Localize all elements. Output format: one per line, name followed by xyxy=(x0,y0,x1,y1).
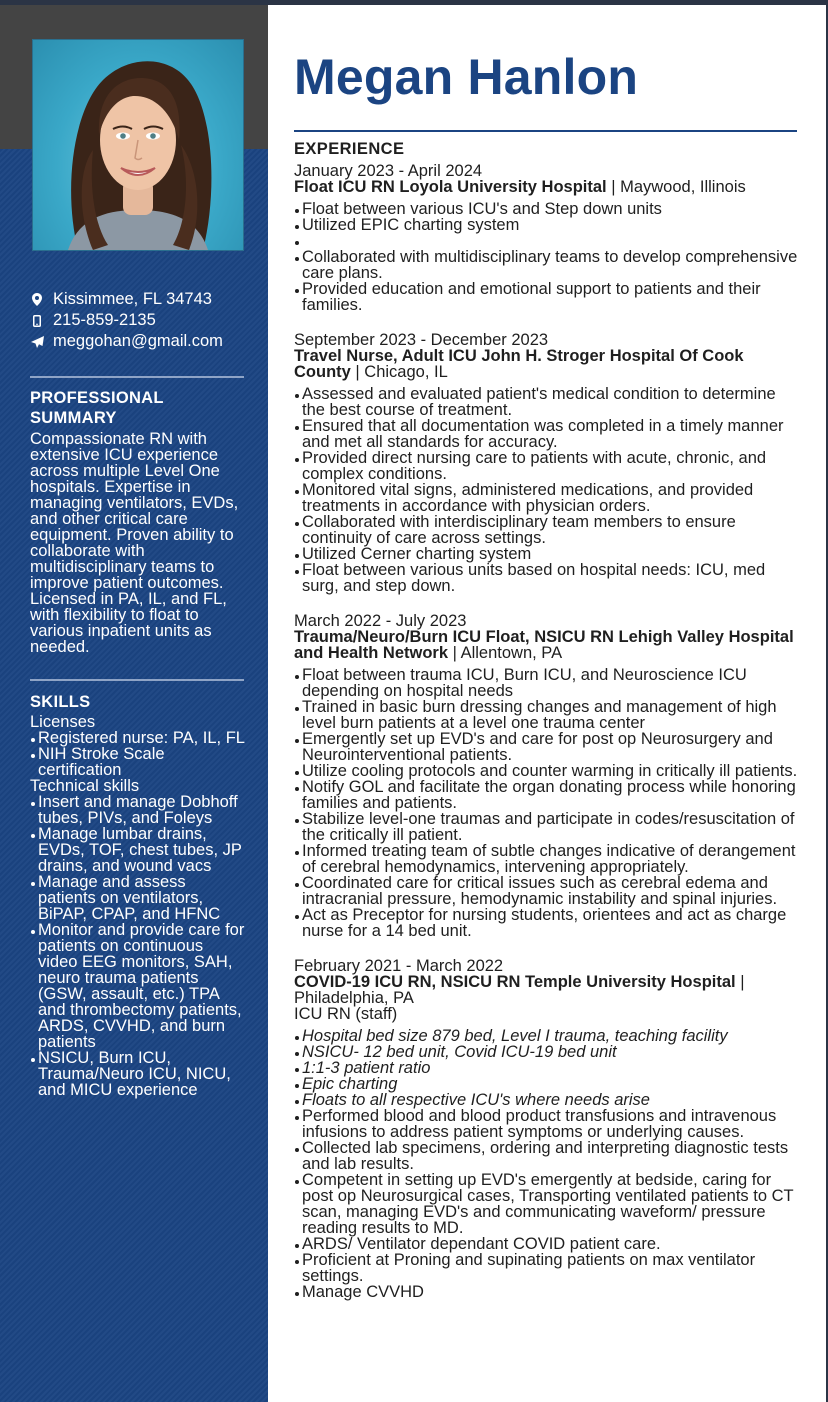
job-subtitle: ICU RN (staff) xyxy=(294,1005,398,1023)
skills-heading: SKILLS xyxy=(30,693,91,711)
experience-heading: EXPERIENCE xyxy=(294,140,405,158)
job-bullet: Performed blood and blood product transfusions and intravenous infusions to address patient symptoms or underlying causes. xyxy=(294,1108,799,1140)
job-entry xyxy=(294,958,799,1300)
job-bullet: Act as Preceptor for nursing students, orientees and act as charge nurse for a 14 bed unit. xyxy=(294,907,799,939)
job-bullet: Proficient at Proning and supinating patients on max ventilator settings. xyxy=(294,1252,799,1284)
job-bullet: Manage CVVHD xyxy=(294,1284,799,1300)
job-bullet: Trained in basic burn dressing changes and management of high level burn patients at a level one trauma center xyxy=(294,699,799,731)
job-bullet: Utilized Cerner charting system xyxy=(294,546,799,562)
summary-text: Compassionate RN with extensive ICU experience across multiple Level One hospitals. Expertise in managing ventilators, EVDs, and other critical care equipment. Proven ability to collaborate with multidisciplinary teams to improve patient outcomes. Licensed in PA, IL, and FL, with flexibility to float to various inpatient units as needed. xyxy=(30,430,239,656)
job-location: | Maywood, Illinois xyxy=(606,178,746,196)
job-bullet: Utilize cooling protocols and counter warming in critically ill patients. xyxy=(294,763,799,779)
job-bullet: Coordinated care for critical issues such as cerebral edema and intracranial pressure, hemodynamic instability and spinal injuries. xyxy=(294,875,799,907)
sidebar-divider xyxy=(30,679,244,681)
skill-item: Registered nurse: PA, IL, FL xyxy=(30,730,245,746)
job-bullet: Collaborated with interdisciplinary team members to ensure continuity of care across settings. xyxy=(294,514,799,546)
job-dates: September 2023 - December 2023 xyxy=(294,331,549,349)
job-bullet: Float between various units based on hospital needs: ICU, med surg, and step down. xyxy=(294,562,799,594)
phone-text: 215-859-2135 xyxy=(53,311,156,329)
job-bullet: Informed treating team of subtle changes indicative of derangement of cerebral hemodynamics, intervening appropriately. xyxy=(294,843,799,875)
summary-heading: PROFESSIONAL SUMMARY xyxy=(30,389,164,427)
skill-item: Insert and manage Dobhoff tubes, PIVs, and Foleys xyxy=(30,794,245,826)
job-title xyxy=(294,179,799,195)
skill-group-title: Technical skills xyxy=(30,777,140,795)
skills-section xyxy=(30,692,245,1098)
job-bullet: Hospital bed size 879 bed, Level I trauma, teaching facility xyxy=(294,1028,799,1044)
job-title xyxy=(294,974,799,1006)
job-dates: March 2022 - July 2023 xyxy=(294,612,467,630)
contact-info xyxy=(30,289,245,352)
contact-phone xyxy=(30,310,245,331)
contact-email xyxy=(30,331,245,352)
skill-item: Monitor and provide care for patients on continuous video EEG monitors, SAH, neuro trauma patients (GSW, assault, etc.) TPA and thrombectomy patients, ARDS, CVVHD, and burn patients xyxy=(30,922,245,1050)
sidebar xyxy=(0,5,268,1402)
job-role: Trauma/Neuro/Burn ICU Float, NSICU RN Lehigh Valley Hospital and Health Network xyxy=(294,628,794,662)
job-bullet: Stabilize level-one traumas and participate in codes/resuscitation of the critically ill patient. xyxy=(294,811,799,843)
job-role: Travel Nurse, Adult ICU John H. Stroger Hospital Of Cook County xyxy=(294,347,744,381)
job-bullet: Competent in setting up EVD's emergently at bedside, caring for post op Neurosurgical cases, Transporting ventilated patients to CT scan, managing EVD's and communicating waveform/ pressure reading results to MD. xyxy=(294,1172,799,1236)
job-bullet: Float between trauma ICU, Burn ICU, and Neuroscience ICU depending on hospital needs xyxy=(294,667,799,699)
job-bullet: ARDS/ Ventilator dependant COVID patient care. xyxy=(294,1236,799,1252)
job-bullet: Ensured that all documentation was completed in a timely manner and met all standards for accuracy. xyxy=(294,418,799,450)
send-plane-icon xyxy=(30,335,44,349)
job-bullet: Emergently set up EVD's and care for post op Neurosurgery and Neurointerventional patients. xyxy=(294,731,799,763)
skill-item: NSICU, Burn ICU, Trauma/Neuro ICU, NICU, and MICU experience xyxy=(30,1050,245,1098)
job-bullet: Provided education and emotional support to patients and their families. xyxy=(294,281,799,313)
job-bullet: Monitored vital signs, administered medications, and provided treatments in accordance with physician orders. xyxy=(294,482,799,514)
job-role: COVID-19 ICU RN, NSICU RN Temple University Hospital xyxy=(294,973,736,991)
skill-item: Manage and assess patients on ventilators, BiPAP, CPAP, and HFNC xyxy=(30,874,245,922)
job-title xyxy=(294,629,799,661)
job-bullet: NSICU- 12 bed unit, Covid ICU-19 bed unit xyxy=(294,1044,799,1060)
location-text: Kissimmee, FL 34743 xyxy=(53,290,212,308)
contact-location xyxy=(30,289,245,310)
job-bullet: Collected lab specimens, ordering and interpreting diagnostic tests and lab results. xyxy=(294,1140,799,1172)
job-bullet: Floats to all respective ICU's where needs arise xyxy=(294,1092,799,1108)
email-text[interactable]: meggohan@gmail.com xyxy=(53,332,223,350)
job-bullet: Epic charting xyxy=(294,1076,799,1092)
job-location: | Philadelphia, PA xyxy=(294,973,745,1007)
candidate-name: Megan Hanlon xyxy=(294,49,639,105)
job-location: | Chicago, IL xyxy=(350,363,448,381)
skill-item: NIH Stroke Scale certification xyxy=(30,746,245,778)
job-bullet: Collaborated with multidisciplinary teams to develop comprehensive care plans. xyxy=(294,249,799,281)
mobile-phone-icon xyxy=(30,314,44,328)
job-title xyxy=(294,348,799,380)
job-entry xyxy=(294,163,799,313)
job-bullet: Assessed and evaluated patient's medical condition to determine the best course of treatment. xyxy=(294,386,799,418)
job-bullet: Utilized EPIC charting system xyxy=(294,217,799,233)
job-bullet: Notify GOL and facilitate the organ donating process while honoring families and patients. xyxy=(294,779,799,811)
professional-summary xyxy=(30,388,245,655)
job-bullet: 1:1-3 patient ratio xyxy=(294,1060,799,1076)
job-entry xyxy=(294,613,799,939)
job-role: Float ICU RN Loyola University Hospital xyxy=(294,178,607,196)
skill-item: Manage lumbar drains, EVDs, TOF, chest tubes, JP drains, and wound vacs xyxy=(30,826,245,874)
profile-photo xyxy=(32,39,244,251)
job-bullet: Float between various ICU's and Step down units xyxy=(294,201,799,217)
job-location: | Allentown, PA xyxy=(448,644,563,662)
sidebar-divider xyxy=(30,376,244,378)
job-entry xyxy=(294,332,799,594)
experience-list xyxy=(294,163,799,1319)
job-dates: January 2023 - April 2024 xyxy=(294,162,483,180)
location-pin-icon xyxy=(30,293,44,307)
skill-group-licenses xyxy=(30,714,245,778)
job-bullet xyxy=(294,233,799,249)
job-bullet: Provided direct nursing care to patients with acute, chronic, and complex conditions. xyxy=(294,450,799,482)
name-underline xyxy=(294,130,797,132)
skill-group-technical xyxy=(30,778,245,1098)
job-dates: February 2021 - March 2022 xyxy=(294,957,504,975)
skill-group-title: Licenses xyxy=(30,713,96,731)
